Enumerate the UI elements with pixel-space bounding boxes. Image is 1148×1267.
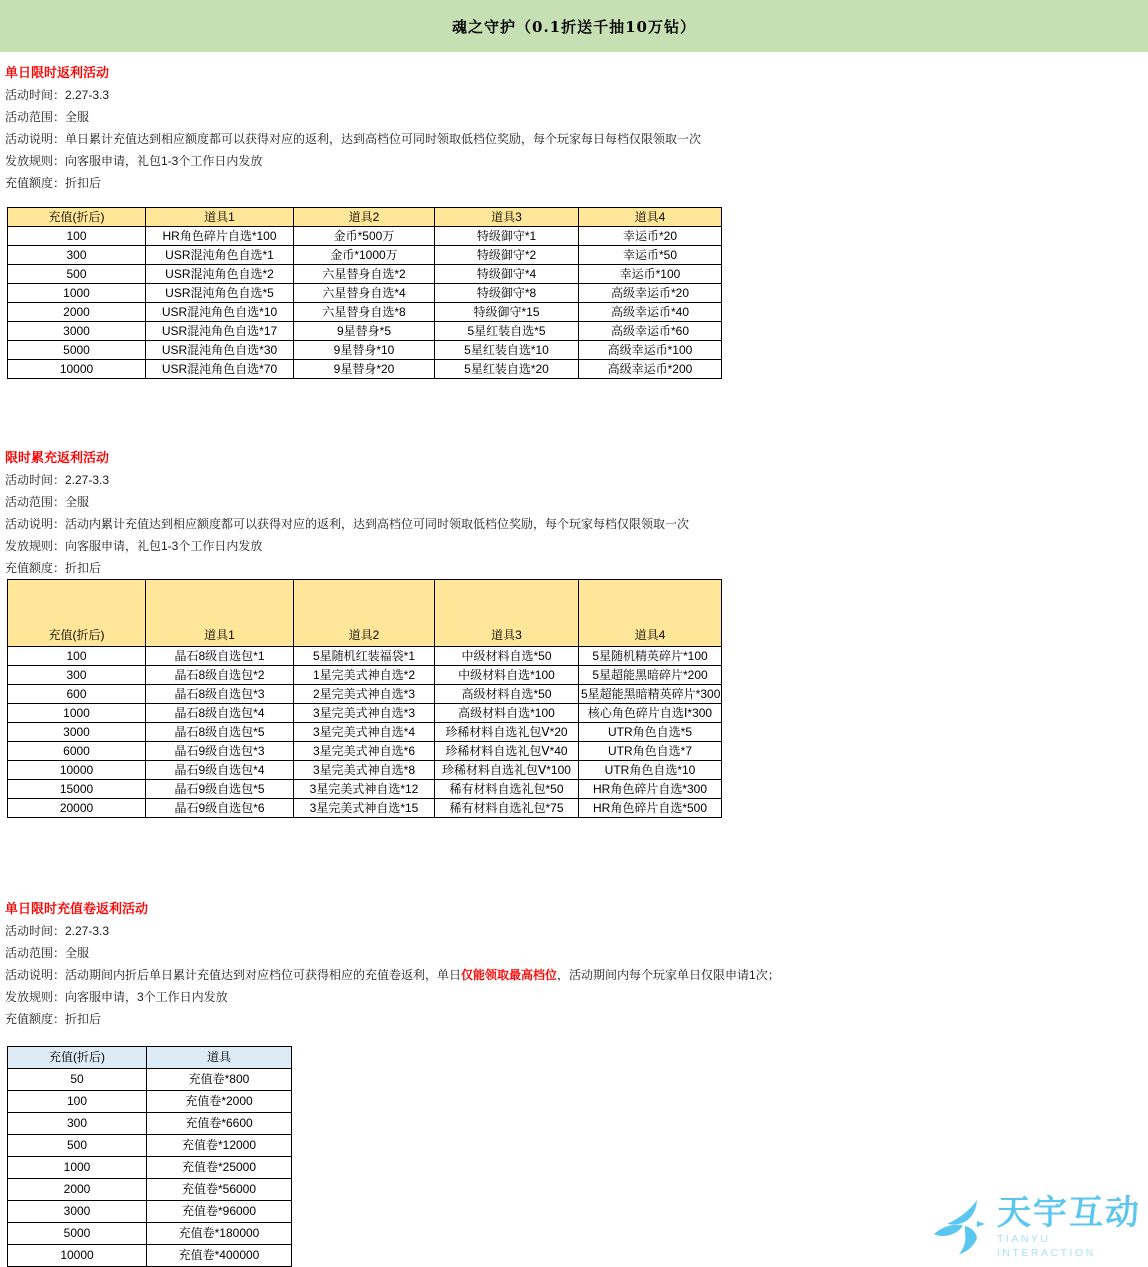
table-cell: HR角色碎片自选*500 [579,799,722,818]
table-row [8,647,722,666]
table-cell: 6000 [8,742,146,761]
table-row [8,704,722,723]
logo-text-block [997,1196,1145,1260]
table-cell: USR混沌角色自选*2 [146,265,294,284]
section-cumulative-rebate [5,447,1148,818]
section-daily-rebate [5,62,1148,379]
table-cell: 3星完美式神自选*12 [294,780,435,799]
table-cell: 晶石8级自选包*5 [146,723,294,742]
section-heading: 限时累充返利活动 [5,450,110,465]
column-header: 充值(折后) [8,208,146,227]
table-row [8,723,722,742]
table-cell: 充值卷*56000 [147,1179,292,1201]
cumulative-rebate-table [7,579,722,818]
bird-logo-icon [933,1199,991,1258]
table-cell: 50 [8,1069,147,1091]
table-cell: 1000 [8,704,146,723]
table-row [8,1223,292,1245]
table-cell: 3000 [8,723,146,742]
table-cell: 100 [8,227,146,246]
table-cell: HR角色碎片自选*300 [579,780,722,799]
table-cell: 2000 [8,303,146,322]
table-cell: 充值卷*96000 [147,1201,292,1223]
table-cell: 高级幸运币*40 [579,303,722,322]
description-text: 活动说明：活动期间内折后单日累计充值达到对应档位可获得相应的充值卷返利，单日 [5,968,462,982]
table-cell: 特级御守*8 [435,284,579,303]
table-cell: 3星完美式神自选*8 [294,761,435,780]
table-cell: 1000 [8,284,146,303]
table-cell: 金币*1000万 [294,246,435,265]
table-cell: 5星红装自选*5 [435,322,579,341]
table-cell: 3星完美式神自选*6 [294,742,435,761]
table-cell: 5星随机精英碎片*100 [579,647,722,666]
table-row [8,1091,292,1113]
table-row [8,284,722,303]
logo-name: 天宇互动 [997,1194,1141,1232]
table-row [8,227,722,246]
table-cell: 3星完美式神自选*4 [294,723,435,742]
section-heading: 单日限时返利活动 [5,65,110,80]
table-cell: 特级御守*1 [435,227,579,246]
table-cell: 晶石8级自选包*3 [146,685,294,704]
table-cell: 高级幸运币*200 [579,360,722,379]
table-row [8,322,722,341]
table-cell: 幸运币*100 [579,265,722,284]
table-row [8,1201,292,1223]
table-cell: 六星替身自选*8 [294,303,435,322]
table-row [8,1135,292,1157]
info-line-time: 活动时间：2.27-3.3 [5,924,110,938]
table-cell: 特级御守*15 [435,303,579,322]
table-cell: 特级御守*4 [435,265,579,284]
table-cell: 500 [8,1135,147,1157]
table-cell: 充值卷*800 [147,1069,292,1091]
table-cell: 20000 [8,799,146,818]
table-cell: 5星随机红装福袋*1 [294,647,435,666]
table-cell: 高级幸运币*100 [579,341,722,360]
table-cell: 特级御守*2 [435,246,579,265]
table-cell: 100 [8,1091,147,1113]
page-title-bar [0,0,1148,52]
page-title: 魂之守护（0.1折送千抽10万钻） [452,17,696,36]
table-cell: 晶石9级自选包*3 [146,742,294,761]
table-row [8,685,722,704]
table-cell: UTR角色自选*10 [579,761,722,780]
column-header: 道具4 [579,208,722,227]
table-cell: 晶石9级自选包*6 [146,799,294,818]
table-row [8,1069,292,1091]
info-line-scope: 活动范围：全服 [5,946,90,960]
daily-rebate-table [7,207,722,379]
table-cell: 金币*500万 [294,227,435,246]
table-cell: USR混沌角色自选*10 [146,303,294,322]
info-line-scope: 活动范围：全服 [5,495,90,509]
table-cell: 2星完美式神自选*3 [294,685,435,704]
table-cell: 六星替身自选*4 [294,284,435,303]
info-line-amount: 充值额度：折扣后 [5,1012,102,1026]
table-cell: 晶石8级自选包*4 [146,704,294,723]
table-cell: USR混沌角色自选*70 [146,360,294,379]
logo-subtitle: TIANYU INTERACTION [997,1233,1096,1259]
table-cell: 300 [8,666,146,685]
table-cell: 1000 [8,1157,147,1179]
table-row [8,341,722,360]
table-cell: 中级材料自选*50 [435,647,579,666]
table-cell: UTR角色自选*7 [579,742,722,761]
table-cell: 充值卷*180000 [147,1223,292,1245]
column-header: 道具3 [435,580,579,647]
table-cell: 500 [8,265,146,284]
table-cell: 幸运币*20 [579,227,722,246]
table-cell: USR混沌角色自选*30 [146,341,294,360]
description-text: ，活动期间内每个玩家单日仅限申请1次； [557,968,780,982]
table-cell: 3000 [8,1201,147,1223]
table-row [8,780,722,799]
table-cell: 5000 [8,341,146,360]
table-row [8,265,722,284]
table-row [8,761,722,780]
table-row [8,666,722,685]
table-cell: UTR角色自选*5 [579,723,722,742]
column-header: 道具 [147,1047,292,1069]
table-header-row [8,208,722,227]
table-cell: 充值卷*400000 [147,1245,292,1267]
column-header: 道具2 [294,580,435,647]
table-row [8,303,722,322]
table-cell: 9星替身*10 [294,341,435,360]
table-cell: 15000 [8,780,146,799]
info-line-time: 活动时间：2.27-3.3 [5,88,110,102]
info-line-rules: 发放规则：向客服申请，礼包1-3个工作日内发放 [5,539,263,553]
table-cell: 充值卷*25000 [147,1157,292,1179]
table-cell: 300 [8,1113,147,1135]
voucher-rebate-table [7,1046,292,1267]
table-cell: 珍稀材料自选礼包Ⅴ*40 [435,742,579,761]
info-line-scope: 活动范围：全服 [5,110,90,124]
table-cell: 10000 [8,761,146,780]
table-cell: 9星替身*5 [294,322,435,341]
table-cell: 3星完美式神自选*15 [294,799,435,818]
table-cell: 晶石8级自选包*2 [146,666,294,685]
table-cell: 晶石9级自选包*5 [146,780,294,799]
table-cell: 珍稀材料自选礼包Ⅴ*100 [435,761,579,780]
table-cell: 2000 [8,1179,147,1201]
column-header: 道具4 [579,580,722,647]
tianyu-logo [933,1194,1145,1260]
table-cell: 核心角色碎片自选Ⅰ*300 [579,704,722,723]
table-cell: 高级幸运币*60 [579,322,722,341]
column-header: 道具3 [435,208,579,227]
table-cell: 珍稀材料自选礼包Ⅴ*20 [435,723,579,742]
table-cell: USR混沌角色自选*17 [146,322,294,341]
table-cell: 5星红装自选*20 [435,360,579,379]
column-header: 充值(折后) [8,580,146,647]
table-cell: 600 [8,685,146,704]
table-row [8,1245,292,1267]
table-header-row [8,1047,292,1069]
table-cell: 高级材料自选*50 [435,685,579,704]
table-cell: 充值卷*6600 [147,1113,292,1135]
table-cell: 稀有材料自选礼包*50 [435,780,579,799]
table-cell: USR混沌角色自选*1 [146,246,294,265]
info-line-rules: 发放规则：向客服申请，3个工作日内发放 [5,990,228,1004]
info-line-amount: 充值额度：折扣后 [5,561,102,575]
table-cell: 10000 [8,1245,147,1267]
table-cell: 9星替身*20 [294,360,435,379]
table-cell: 5星超能黑暗精英碎片*300 [579,685,722,704]
info-line-description: 活动说明：活动内累计充值达到相应额度都可以获得对应的返利，达到高档位可同时领取低档位奖励，每个玩家每档仅限领取一次 [5,517,690,531]
table-cell: 晶石8级自选包*1 [146,647,294,666]
table-cell: 晶石9级自选包*4 [146,761,294,780]
column-header: 充值(折后) [8,1047,147,1069]
table-row [8,1157,292,1179]
column-header: 道具1 [146,208,294,227]
table-cell: USR混沌角色自选*5 [146,284,294,303]
info-line-description [5,964,1148,986]
table-cell: 六星替身自选*2 [294,265,435,284]
table-cell: 10000 [8,360,146,379]
table-cell: 稀有材料自选礼包*75 [435,799,579,818]
column-header: 道具1 [146,580,294,647]
table-row [8,1179,292,1201]
section-heading: 单日限时充值卷返利活动 [5,901,149,916]
table-cell: 100 [8,647,146,666]
table-row [8,1113,292,1135]
table-cell: 中级材料自选*100 [435,666,579,685]
info-line-time: 活动时间：2.27-3.3 [5,473,110,487]
table-cell: 3000 [8,322,146,341]
info-line-rules: 发放规则：向客服申请，礼包1-3个工作日内发放 [5,154,263,168]
info-line-description: 活动说明：单日累计充值达到相应额度都可以获得对应的返利，达到高档位可同时领取低档位奖励，每个玩家每日每档仅限领取一次 [5,132,702,146]
table-header-row [8,580,722,647]
table-cell: 充值卷*2000 [147,1091,292,1113]
table-cell: 高级幸运币*20 [579,284,722,303]
table-row [8,799,722,818]
table-cell: 300 [8,246,146,265]
table-row [8,742,722,761]
table-cell: 幸运币*50 [579,246,722,265]
description-highlight: 仅能领取最高档位 [461,968,558,982]
table-cell: 5星红装自选*10 [435,341,579,360]
info-line-amount: 充值额度：折扣后 [5,176,102,190]
table-cell: 5000 [8,1223,147,1245]
table-cell: 充值卷*12000 [147,1135,292,1157]
table-cell: HR角色碎片自选*100 [146,227,294,246]
table-cell: 高级材料自选*100 [435,704,579,723]
table-cell: 5星超能黑暗碎片*200 [579,666,722,685]
table-row [8,360,722,379]
table-cell: 1星完美式神自选*2 [294,666,435,685]
table-cell: 3星完美式神自选*3 [294,704,435,723]
table-row [8,246,722,265]
column-header: 道具2 [294,208,435,227]
